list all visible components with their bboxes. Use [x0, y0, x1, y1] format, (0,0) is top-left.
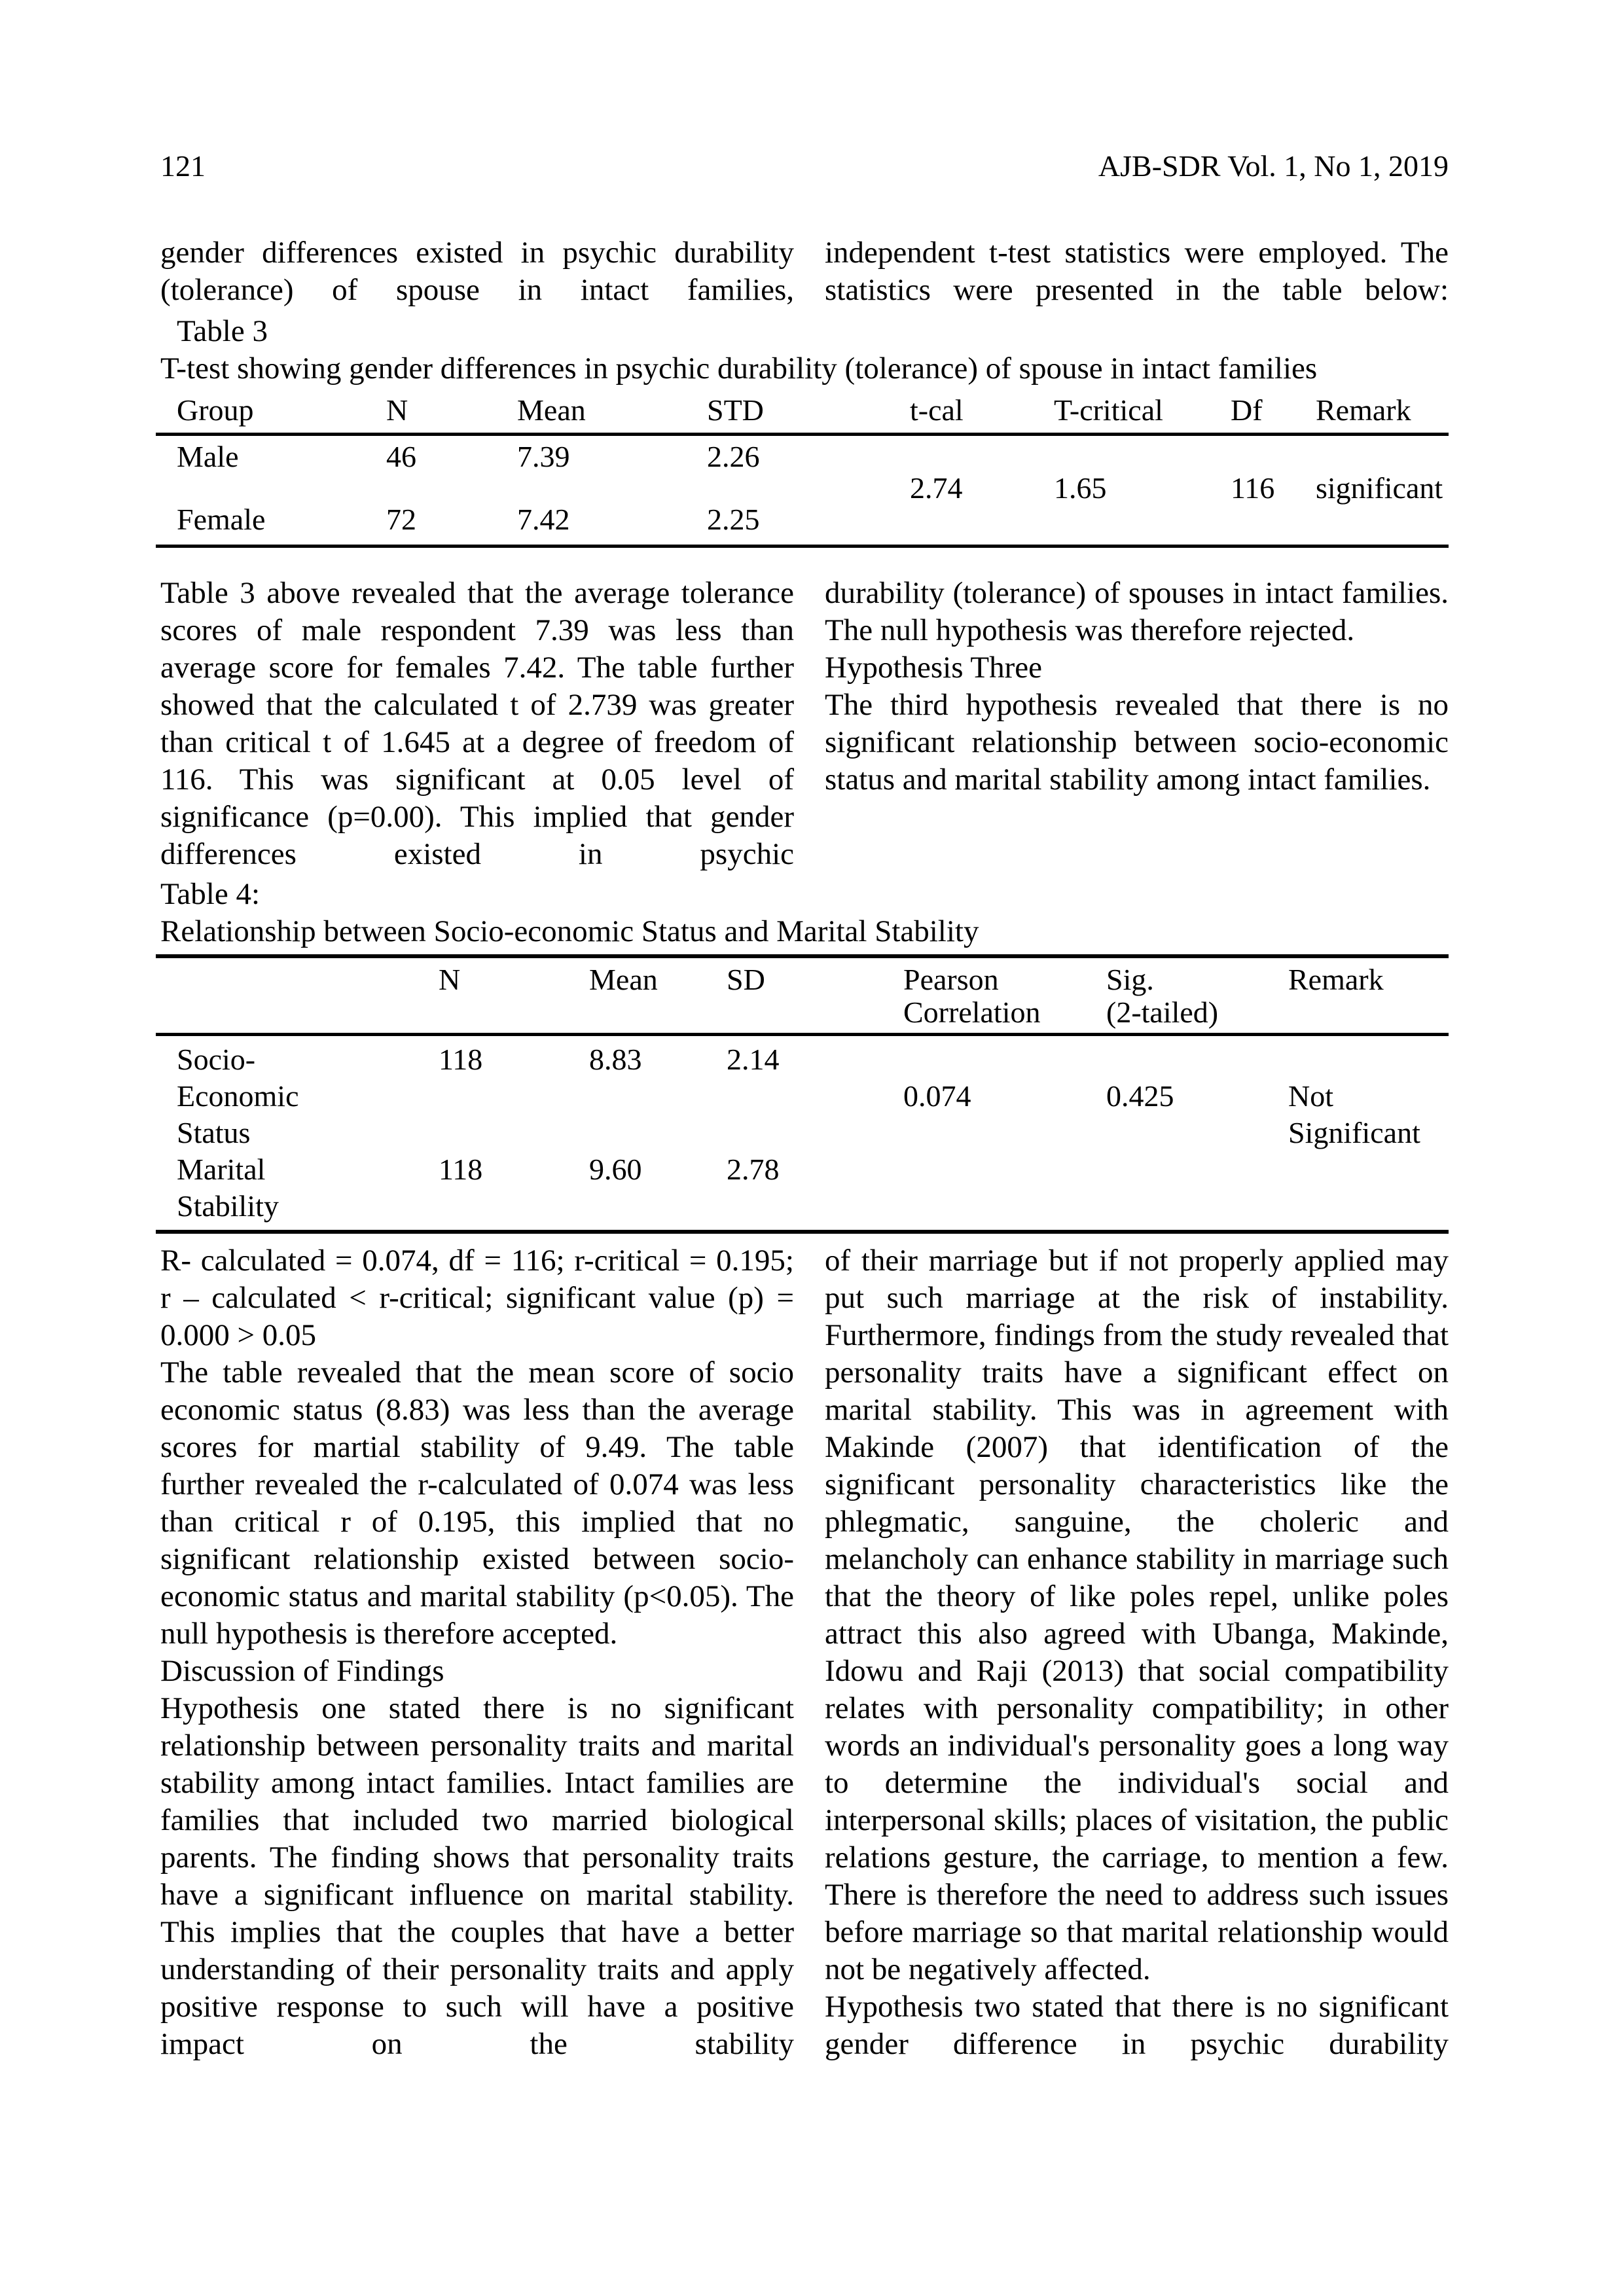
hypothesis-two-paragraph: Hypothesis two stated that there is no significant gender difference in psychic durability — [825, 1990, 1449, 2061]
table3 — [156, 391, 1449, 548]
table-cell — [1054, 435, 1231, 473]
hypothesis-one-paragraph: Hypothesis one stated there is no significant relationship between personality traits and marital stability among intact families. Intact families are families that included two married biological parents. The finding shows that personality traits have a significant influence on marital stability. This implies that the couples that have a better understanding of their personality traits and apply positive response to such will have a positive impact on the stability — [160, 1691, 794, 2061]
table-cell: Status — [177, 1116, 251, 1149]
header-line: Remark — [1288, 963, 1384, 996]
table-cell — [1054, 504, 1231, 547]
header-line: Pearson — [903, 963, 999, 996]
table-row — [156, 1078, 1449, 1115]
table-cell: 72 — [386, 504, 517, 547]
table4-caption: Relationship between Socio-economic Status and Marital Stability — [160, 914, 979, 948]
column-header-mean — [589, 956, 727, 1035]
table-row — [156, 1035, 1449, 1079]
column-header-df: Df — [1231, 391, 1316, 435]
column-header-sd — [727, 956, 903, 1035]
header-line: (2-tailed) — [1106, 996, 1219, 1029]
table-cell — [156, 473, 386, 504]
table-cell: Economic — [177, 1079, 299, 1113]
column-header-remark: Remark — [1316, 391, 1449, 435]
table-cell: Socio- — [177, 1043, 256, 1076]
table-cell — [1106, 1035, 1288, 1079]
table-cell — [439, 1078, 589, 1115]
table-cell — [1288, 1188, 1449, 1232]
intro-section — [160, 234, 1449, 309]
column-header-tcal: t-cal — [910, 391, 1054, 435]
table3-caption: T-test showing gender differences in psychic durability (tolerance) of spouse in intact families — [160, 351, 1318, 386]
table3-header-row — [156, 391, 1449, 435]
table-cell: 9.60 — [589, 1153, 642, 1186]
table4-discussion-paragraph: The table revealed that the mean score of socio economic status (8.83) was less than the average scores for martial stability of 9.49. The table further revealed the r-calculated of 0.074 was less than critical r of 0.195, this implied that no significant relationship existed between socio-economic status and marital stability (p<0.05). The null hypothesis is therefore accepted. — [160, 1355, 794, 1651]
intro-left-paragraph: gender differences existed in psychic durability (tolerance) of spouse in intact families, — [160, 236, 794, 307]
table-cell: 7.39 — [517, 440, 570, 473]
page-header — [160, 147, 1449, 185]
hypothesis-three-paragraph: The third hypothesis revealed that there is no significant relationship between socio-economic status and marital stability among intact families. — [825, 688, 1449, 797]
table-cell — [1288, 1035, 1449, 1079]
column-header-remark — [1288, 956, 1449, 1035]
table-cell — [910, 435, 1054, 473]
table-cell — [589, 1078, 727, 1115]
table-row-female — [156, 504, 1449, 547]
table-cell — [910, 504, 1054, 547]
page-number: 121 — [160, 149, 206, 183]
table-cell: Female — [156, 504, 386, 547]
table-cell — [1316, 504, 1449, 547]
table-row-statistics — [156, 473, 1449, 504]
table-cell: 0.425 — [1106, 1079, 1174, 1113]
table-cell: 2.14 — [727, 1043, 780, 1076]
r-calculated-paragraph: R- calculated = 0.074, df = 116; r-critical = 0.195; r – calculated < r-critical; significant value (p) = 0.000 > 0.05 — [160, 1244, 794, 1352]
table-cell — [727, 1078, 903, 1115]
table-cell: 116 — [1231, 471, 1275, 505]
table4-section — [156, 876, 1449, 1234]
table-cell — [517, 473, 707, 504]
table-cell: 8.83 — [589, 1043, 642, 1076]
table-cell: 2.25 — [707, 504, 910, 547]
header-line: N — [439, 963, 461, 996]
table-cell — [1231, 435, 1316, 473]
table-cell: Significant — [1288, 1116, 1420, 1149]
table-cell: significant — [1316, 471, 1443, 505]
table-cell — [589, 1188, 727, 1232]
column-header-tcritical: T-critical — [1054, 391, 1231, 435]
table-cell: 2.74 — [910, 471, 963, 505]
table-cell: Stability — [156, 1188, 439, 1232]
table-cell — [439, 1188, 589, 1232]
table-cell — [903, 1035, 1106, 1079]
table-cell — [707, 473, 910, 504]
table-cell: 2.26 — [707, 440, 760, 473]
table-cell — [1288, 1151, 1449, 1188]
table3-label: Table 3 — [177, 314, 268, 348]
header-line: Correlation — [903, 996, 1041, 1029]
column-header-blank — [156, 956, 439, 1035]
table-cell — [386, 473, 517, 504]
table-cell — [1231, 504, 1316, 547]
table-cell — [1106, 1115, 1288, 1151]
journal-citation: AJB-SDR Vol. 1, No 1, 2019 — [1098, 149, 1449, 183]
table-cell — [903, 1188, 1106, 1232]
column-header-pearson-correlation — [903, 956, 1106, 1035]
table4-header-row — [156, 956, 1449, 1035]
table-cell — [1106, 1151, 1288, 1188]
column-header-n — [439, 956, 589, 1035]
table-cell — [1316, 435, 1449, 473]
table-cell: 0.074 — [903, 1079, 971, 1113]
table-cell — [903, 1115, 1106, 1151]
column-header-group: Group — [156, 391, 386, 435]
table-cell — [903, 1151, 1106, 1188]
table3-section — [156, 313, 1449, 548]
table-cell: Male — [177, 440, 239, 473]
table4 — [156, 954, 1449, 1234]
discussion-right-paragraph: of their marriage but if not properly applied may put such marriage at the risk of instability. Furthermore, findings from the study revealed that personality traits have a significant effect on marital stability. This was in agreement with Makinde (2007) that identification of the significant personality characteristics like the phlegmatic, sanguine, the choleric and melancholy can enhance stability in marriage such that the theory of like poles repel, unlike poles attract this also agreed with Ubanga, Makinde, Idowu and Raji (2013) that social compatibility relates with personality compatibility; in other words an individual's personality goes a long way to determine the individual's social and interpersonal skills; places of visitation, the public relations gesture, the carriage, to mention a few. There is therefore the need to address such issues before marriage so that marital relationship would not be negatively affected. — [825, 1244, 1449, 1986]
table-row — [156, 1115, 1449, 1151]
table-cell: Marital — [177, 1153, 266, 1186]
header-line: Sig. — [1106, 963, 1154, 996]
hypothesis-three-heading: Hypothesis Three — [825, 651, 1042, 685]
table-row-male — [156, 435, 1449, 473]
header-line: SD — [727, 963, 765, 996]
table-cell — [727, 1188, 903, 1232]
table-row — [156, 1151, 1449, 1188]
table-row — [156, 1188, 1449, 1232]
section2 — [160, 1242, 1449, 2063]
table-cell — [727, 1115, 903, 1151]
table-cell: 118 — [439, 1043, 483, 1076]
column-header-mean: Mean — [517, 391, 707, 435]
column-header-sig-2tailed — [1106, 956, 1288, 1035]
column-header-std: STD — [707, 391, 910, 435]
table-cell: Not — [1288, 1079, 1333, 1113]
column-header-n: N — [386, 391, 517, 435]
section1-left-paragraph: Table 3 above revealed that the average tolerance scores of male respondent 7.39 was less than average score for females 7.42. The table further showed that the calculated t of 2.739 was greater than critical t of 1.645 at a degree of freedom of 116. This was significant at 0.05 level of significance (p=0.00). This implied that gender differences existed in psychic — [160, 576, 794, 871]
table-cell: 7.42 — [517, 504, 707, 547]
table-cell — [589, 1115, 727, 1151]
table-cell: 118 — [439, 1153, 483, 1186]
intro-right-paragraph: independent t-test statistics were employed. The statistics were presented in the table below: — [825, 236, 1449, 307]
discussion-of-findings-heading: Discussion of Findings — [160, 1654, 444, 1688]
table4-label: Table 4: — [160, 877, 261, 911]
section1-right-paragraph: durability (tolerance) of spouses in intact families. The null hypothesis was therefore rejected. — [825, 576, 1449, 647]
header-line: Mean — [589, 963, 658, 996]
table-cell: 46 — [386, 440, 416, 473]
table-cell — [439, 1115, 589, 1151]
table-cell — [1106, 1188, 1288, 1232]
table-cell: 2.78 — [727, 1153, 780, 1186]
section1 — [160, 575, 1449, 873]
table-cell: 1.65 — [1054, 471, 1107, 505]
